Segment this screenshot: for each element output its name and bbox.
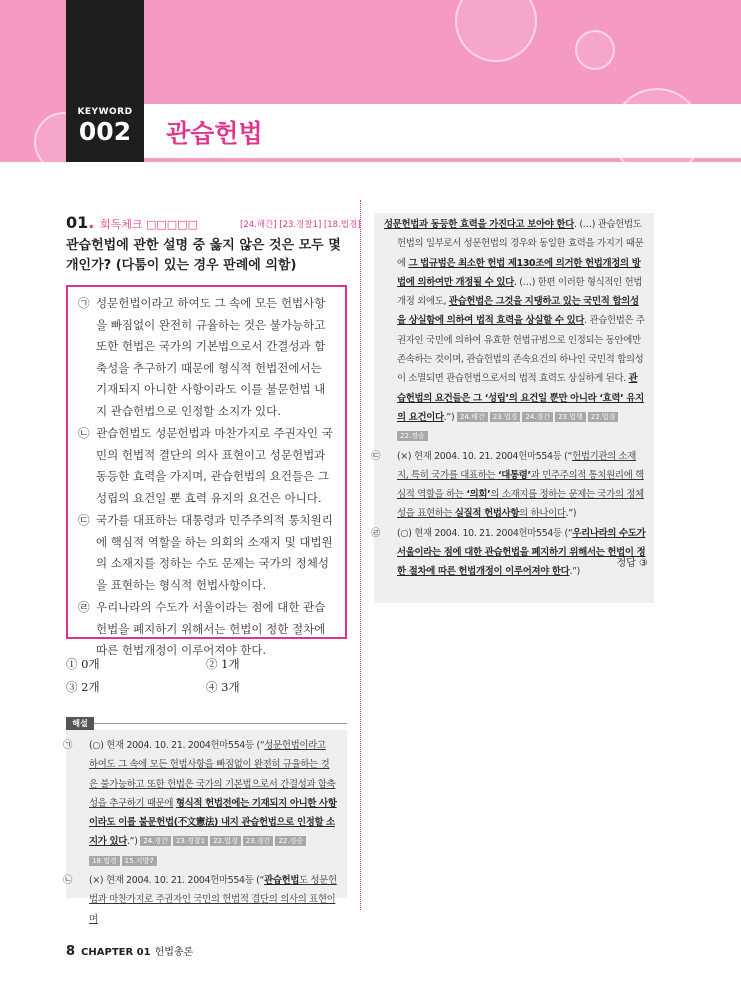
question-number: 01. (66, 213, 95, 232)
explanation-c (371, 447, 646, 524)
explanation-rule (94, 723, 347, 724)
explanation-b-suffix: .”) (443, 411, 455, 423)
source-badge: 15.지방7 (122, 856, 157, 866)
explanation-c-b2: ‘의회’ (466, 489, 491, 501)
explanation-marker: ㉢ (371, 450, 381, 462)
explanation-box-right (371, 213, 654, 603)
chapter-title: 헌법총론 (154, 947, 194, 958)
explanation-c-b1: ‘대통령’ (497, 469, 531, 481)
statement-text: 국가를 대표하는 대통령과 민주주의적 통치원리에 핵심적 역할을 하는 의회의 소재지 및 대법원의 소재지를 정하는 수도 문제는 국가의 정체성을 표현하는 형식적 헌법사항이다. (96, 513, 333, 592)
question-stem: 관습헌법에 관한 설명 중 옳지 않은 것은 모두 몇 개인가? (다툼이 있는 경우 판례에 의함) (66, 238, 341, 273)
explanation-b-b5: 관습헌법의 요건들은 그 ‘성립’의 요건일 뿐만 아니라 ‘효력’ 유지의 요건이다 (397, 373, 644, 423)
source-badge: 23.경간 (243, 836, 274, 846)
choice-3[interactable]: ③ 2개 (66, 680, 100, 694)
statement-item (78, 597, 335, 662)
explanation-b-t4: . 관습헌법은 주권자인 국민에 의하여 유효한 헌법규범으로 인정되는 동안에만 존속하는 것이며, 관습헌법의 존속요건의 하나인 국민적 합의성이 소멸되면 관습헌법으로서의 법적 효력도 상실하게 된다. (397, 315, 645, 385)
page-footer (66, 943, 193, 959)
explanation-marker: ㉡ (63, 875, 73, 887)
statement-text: 관습헌법도 성문헌법과 마찬가지로 주권자인 국민의 헌법적 결단의 의사 표현이고 성문헌법과 동등한 효력을 가지며, 관습헌법의 요건들은 그 성립의 요건일 뿐 효력 유지의 요건은 아니다. (96, 426, 333, 505)
source-badge: 23.경찰1 (173, 836, 208, 846)
statement-marker: ㉣ (78, 600, 90, 614)
explanation-d-suffix: .”) (569, 566, 581, 578)
explanation-a-u1: 성문헌법이라고 하여도 그 속에 모든 헌법사항을 빠짐없이 완전히 규율하는 것은 불가능하고 또한 헌법은 국가의 기본법으로서 간결성과 함축성을 추구하기 때문에 (89, 740, 336, 809)
explanation-b-prefix: (×) 현재 2004. 10. 21. 2004헌마554등 (“ (89, 875, 265, 887)
source-badge: 22.법경 (210, 836, 241, 846)
statement-item (78, 510, 335, 596)
chapter-label: CHAPTER 01 (81, 947, 151, 958)
column-divider (360, 200, 361, 910)
source-badge: 23.법경 (490, 412, 521, 422)
question-sources: [24.해간] [23.경찰1] [18.법경] (240, 220, 361, 230)
source-badge: 24.해간 (457, 412, 488, 422)
source-badge: 22.경승 (275, 836, 306, 846)
answer-label: 정답 ③ (616, 558, 648, 569)
statement-marker: ㉡ (78, 426, 90, 440)
explanation-a-suffix: .”) (127, 836, 138, 848)
explanation-d (371, 524, 646, 582)
explanation-c-u1: 헌법기관의 소재지, 특히 국가를 대표하는 (397, 450, 637, 481)
statement-item (78, 423, 335, 509)
statement-box (66, 285, 347, 657)
explanation-c-u3: 의 소재지를 정하는 문제는 국가의 정체성을 표현하는 (397, 489, 644, 520)
source-badge: 24.경간 (140, 836, 171, 846)
choice-2[interactable]: ② 1개 (206, 657, 240, 671)
explanation-b-b2: 성문헌법과 동등한 효력을 가진다고 보아야 한다 (384, 219, 574, 230)
explanation-b-t2: . (…) 관습헌법도 헌법의 일부로서 성문헌법의 경우와 동일한 효력을 가지기 때문에 (397, 219, 644, 269)
explanation-a-prefix: (○) 현재 2004. 10. 21. 2004헌마554등 (“ (89, 740, 265, 751)
explanation-c-prefix: (×) 현재 2004. 10. 21. 2004헌마554등 (“ (397, 450, 573, 462)
explanation-a (63, 736, 337, 871)
choice-4[interactable]: ④ 3개 (206, 680, 240, 694)
keyword-number: 002 (78, 117, 132, 146)
question-number-value: 01 (66, 213, 89, 232)
choice-1[interactable]: ① 0개 (66, 657, 100, 671)
explanation-b-b3: 그 법규범은 최소한 헌법 제130조에 의거한 헌법개정의 방법에 의하여만 개정될 수 있다 (397, 257, 641, 288)
explanation-b-b4: 관습헌법은 그것을 지탱하고 있는 국민적 합의성을 상실함에 의하여 법적 효력을 상실할 수 있다 (397, 296, 639, 327)
statement-marker: ㉢ (78, 513, 90, 527)
statement-marker: ㉠ (78, 296, 90, 310)
explanation-c-suffix: .”) (565, 508, 577, 520)
explanation-b-t1: 도 성문헌법과 마찬가지로 주권자인 국민의 헌법적 결단의 의사의 표현이며 (89, 875, 337, 925)
explanation-a-b1: 형식적 헌법전에는 기재되지 아니한 사항이라도 이를 불문헌법(不文憲法) 내지 관습헌법으로 인정할 소지가 있다 (89, 797, 337, 848)
explanation-tag: 해설 (66, 717, 94, 730)
source-badge: 23.법행 (555, 412, 586, 422)
page-title: 관습헌법 (166, 119, 263, 148)
explanation-b-b1: 관습헌법 (264, 875, 300, 887)
explanation-d-b1: 우리나라의 수도가 서울이라는 점에 대한 관습헌법을 폐지하기 위해서는 헌법이 정한 절차에 따른 헌법개정이 이루어져야 한다 (397, 527, 646, 578)
explanation-box-left (63, 730, 347, 925)
statement-item (78, 293, 335, 422)
page-number: 8 (66, 944, 76, 959)
decor-circle (575, 30, 615, 70)
explanation-marker: ㉠ (63, 740, 73, 751)
explanation-marker: ㉣ (371, 527, 381, 539)
source-badge: 18.법경 (89, 856, 120, 866)
source-badge: 24.경간 (522, 412, 553, 422)
keyword-label: KEYWORD (77, 107, 133, 117)
review-check: 회독체크 □□□□□ (100, 218, 198, 231)
explanation-b-start (63, 871, 337, 929)
statement-text: 우리나라의 수도가 서울이라는 점에 대한 관습헌법을 폐지하기 위해서는 헌법이 정한 절차에 따른 헌법개정이 이루어져야 한다. (96, 600, 326, 657)
title-bar (144, 104, 741, 158)
decor-circle (455, 0, 537, 62)
explanation-c-u4: 의 하나이다 (519, 508, 566, 520)
explanation-c-u2: 과 민주주의적 통치원리에 핵심적 역할을 하는 (397, 469, 644, 501)
explanation-b-cont (384, 215, 646, 447)
source-badge: 22.경승 (397, 431, 428, 441)
explanation-b-t3: . (…) 한편 이러한 형식적인 헌법개정 외에도, (397, 276, 643, 308)
explanation-d-prefix: (○) 현재 2004. 10. 21. 2004헌마554등 (“ (397, 527, 573, 539)
source-badge: 22.법경 (588, 412, 619, 422)
explanation-c-b3: 실질적 헌법사항 (454, 508, 520, 520)
statement-text: 성문헌법이라고 하여도 그 속에 모든 헌법사항을 빠짐없이 완전히 규율하는 것은 불가능하고 또한 헌법은 국가의 기본법으로서 간결성과 함축성을 추구하기 때문에 형식적 헌법전에서는 기재되지 아니한 사항이라도 이를 불문헌법 내지 관습헌법으로 인정할 소지가 있다. (96, 296, 326, 418)
